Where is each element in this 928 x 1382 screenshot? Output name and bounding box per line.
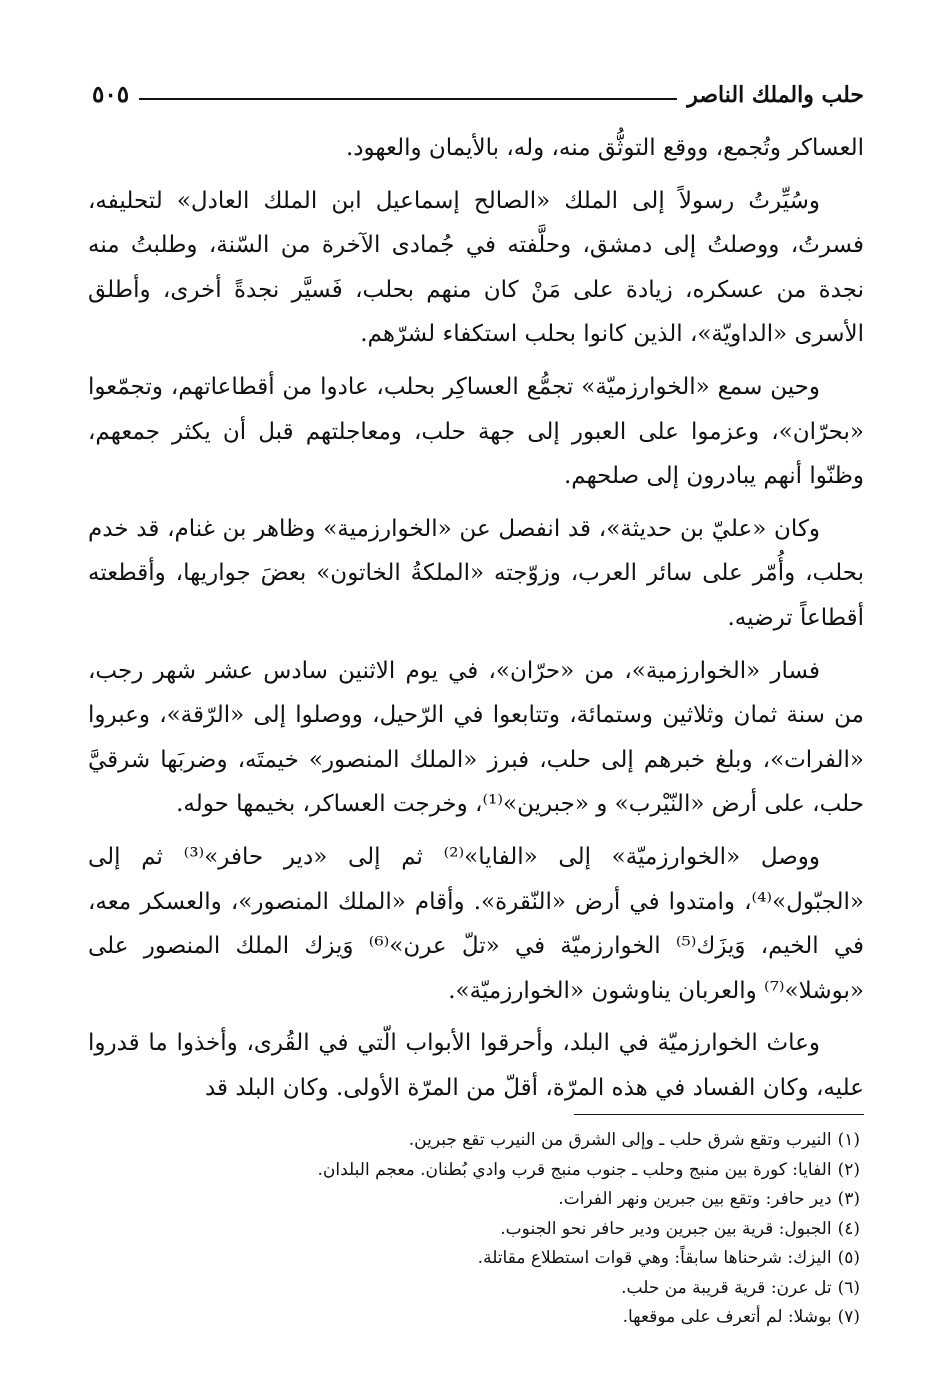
paragraph: وكان «عليّ بن حديثة»، قد انفصل عن «الخوارزمية» وظاهر بن غنام، قد خدم بحلب، وأُمّر على سائر العرب، وزوّجته «الملكةُ الخاتون» بعضَ جواريها، وأقطعته أقطاعاً ترضيه. [88,515,864,631]
footnote-text: النيرب وتقع شرق حلب ـ وإلى الشرق من النيرب تقع جبرين. [408,1130,832,1150]
paragraph: ووصل «الخوارزميّة» إلى «الفايا»⁽²⁾ ثم إلى «دير حافر»⁽³⁾ ثم إلى «الجبّول»⁽⁴⁾، وامتدوا في أرض «النّقرة». وأقام «الملك المنصور»، والعسكر معه، في الخيم، وَيزَك⁽⁵⁾ الخوارزميّة في «تلّ عرن»⁽⁶⁾ وَيزك الملك المنصور على «بوشلا»⁽⁷⁾ والعربان يناوشون «الخوارزميّة». [88,843,865,1004]
footnote [88,1303,864,1333]
footnote-number: (١) [837,1130,860,1150]
footnotes [88,1126,864,1333]
footnote-text: دير حافر: وتقع بين جبرين ونهر الفرات. [558,1189,832,1209]
running-title: حلب والملك الناصر [687,82,864,108]
paragraph: العساكر وتُجمع، ووقع التوثُّق منه، وله، بالأيمان والعهود. [345,135,864,161]
paragraph: وسُيِّرتُ رسولاً إلى الملك «الصالح إسماعيل ابن الملك العادل» لتحليفه، فسرتُ، ووصلتُ إلى دمشق، وحلَّفته في جُمادى الآخرة من السّنة، وطلبتُ منه نجدة من عسكره، زيادة على مَنْ كان منهم بحلب، فَسيَّر نجدةً أخرى، وأطلق الأسرى «الداويّة»، الذين كانوا بحلب استكفاء لشرّهم. [88,187,864,348]
footnote-number: (٢) [837,1159,860,1180]
footnote-separator [574,1114,864,1115]
page-header [92,66,864,106]
footnote-number: (٤) [837,1218,860,1239]
footnote [88,1274,864,1304]
page-number: ٥٠٥ [92,81,130,108]
body-text [88,126,864,1118]
footnote [88,1244,864,1274]
footnote-text: بوشلا: لم أتعرف على موقعها. [622,1307,832,1327]
footnote-text: تل عرن: قرية قريبة من حلب. [621,1277,832,1298]
footnote [88,1126,864,1156]
paragraph: وحين سمع «الخوارزميّة» تجمُّع العساكِر بحلب، عادوا من أقطاعاتهم، وتجمّعوا «بحرّان»، وعزموا على العبور إلى جهة حلب، ومعاجلتهم قبل أن يكثر جمعهم، وظنّوا أنهم يبادرون إلى صلحهم. [88,373,864,490]
paragraph: فسار «الخوارزمية»، من «حرّان»، في يوم الاثنين سادس عشر شهر رجب، من سنة ثمان وثلاثين وستمائة، وتتابعوا في الرّحيل، ووصلوا إلى «الرّقة»، وعبروا «الفرات»، وبلغ خبرهم إلى حلب، فبرز «الملك المنصور» خيمتَه، وضربَها شرقيَّ حلب، على أرض «النّيْرب» و «جبرين»⁽¹⁾، وخرجت العساكر، بخيمها حوله. [88,657,864,818]
footnote-number: (٣) [837,1189,860,1209]
footnote-number: (٧) [837,1307,860,1327]
footnote [88,1185,864,1215]
footnote [88,1215,864,1245]
footnote [88,1156,864,1186]
footnote-text: الفايا: كورة بين منبج وحلب ـ جنوب منبج قرب وادي بُطنان. معجم البلدان. [317,1159,832,1180]
footnote-text: اليزك: شرحناها سابقاً: وهي قوات استطلاع مقاتلة. [477,1248,832,1268]
footnote-number: (٥) [837,1248,860,1268]
footnote-text: الجبول: قرية بين جبرين ودير حافر نحو الجنوب. [500,1218,832,1239]
paragraph: وعاث الخوارزميّة في البلد، وأحرقوا الأبواب الّتي في القُرى، وأخذوا ما قدروا عليه، وكان الفساد في هذه المرّة، أقلّ من المرّة الأولى. وكان البلد قد [88,1030,864,1101]
footnote-number: (٦) [837,1277,860,1298]
header-rule [139,98,677,100]
